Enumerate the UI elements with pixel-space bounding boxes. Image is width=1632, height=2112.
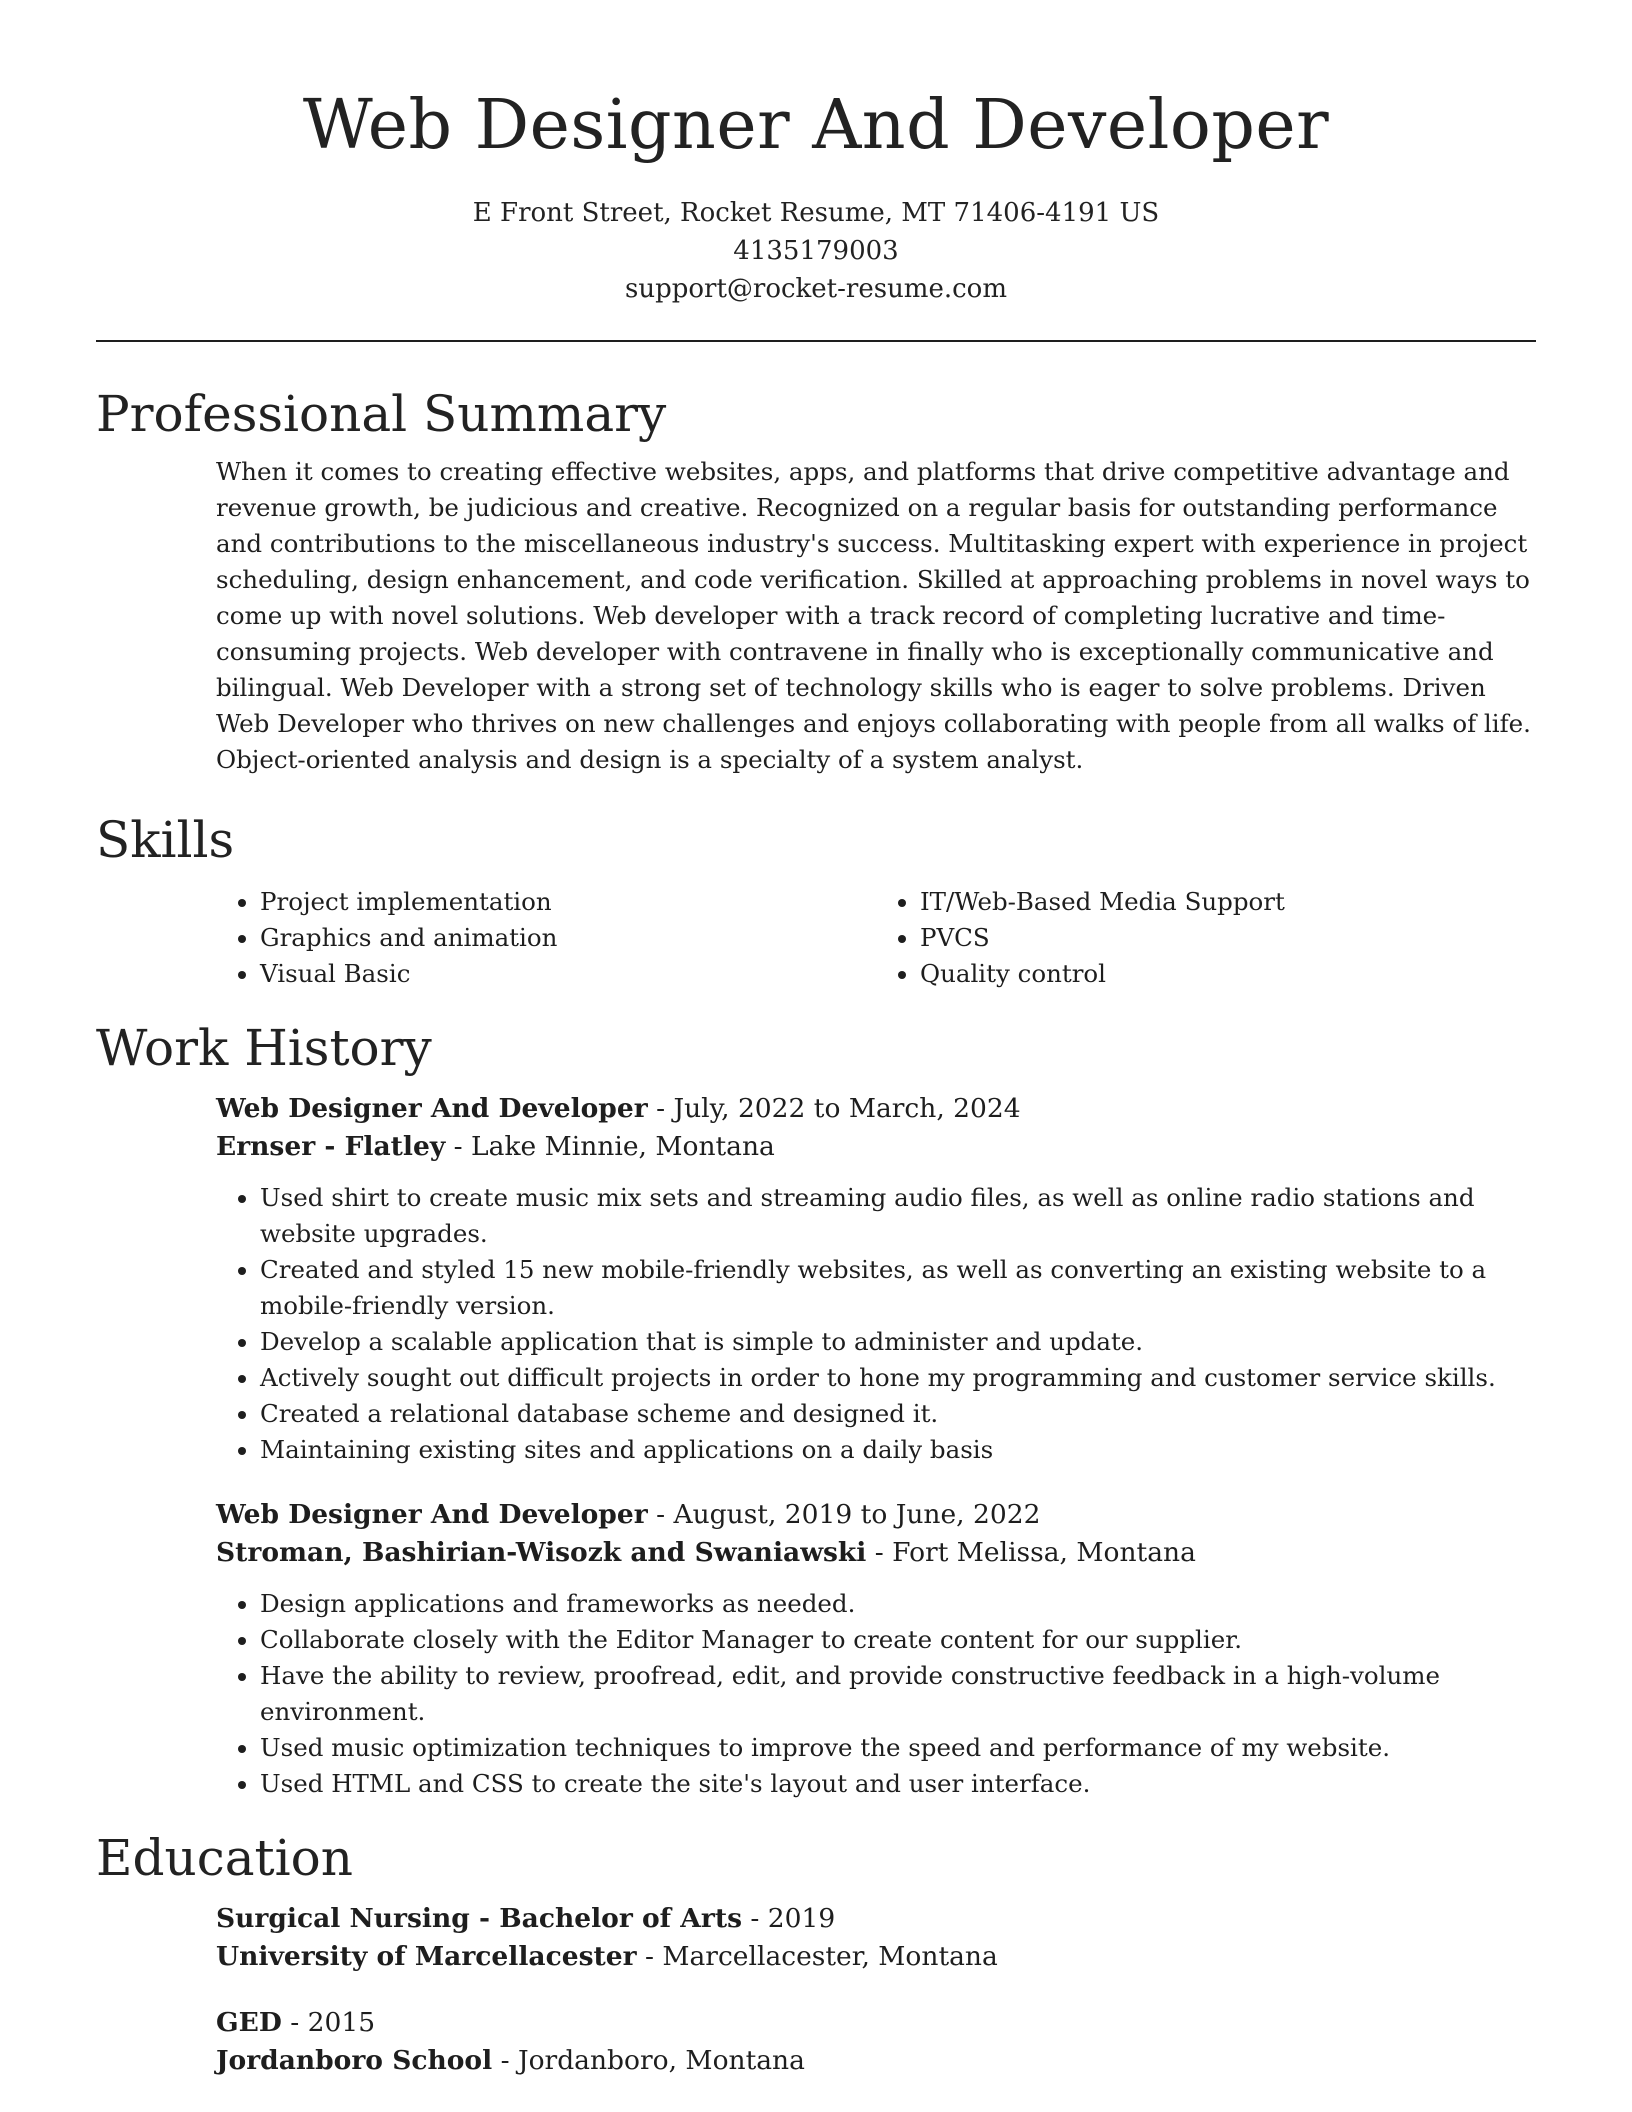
job-position: Web Designer And Developer [216, 1093, 648, 1124]
summary-section [96, 382, 1536, 778]
responsibility-item: • Created a relational database scheme and designed it. [260, 1396, 1536, 1432]
responsibility-item: • Used music optimization techniques to improve the speed and performance of my website. [260, 1730, 1536, 1766]
candidate-name: Web Designer And Developer [302, 86, 1330, 165]
school-location: - Jordanboro, Montana [492, 2045, 805, 2076]
education-entry [216, 1900, 1536, 1976]
degree-line [216, 1900, 1536, 1938]
job-title-line [216, 1496, 1536, 1534]
graduation-year: - 2015 [281, 2007, 376, 2038]
job-company-line [216, 1128, 1536, 1166]
skills-section [96, 808, 1536, 992]
school-line [216, 1938, 1536, 1976]
job-responsibilities [216, 1586, 1536, 1802]
job-entry [216, 1090, 1536, 1468]
job-title-line [216, 1090, 1536, 1128]
summary-text: When it comes to creating effective websites, apps, and platforms that drive competitive advantage and revenue growth, be judicious and creative. Recognized on a regular basis for outstanding performance and contributions to the miscellaneous industry's success. Multitasking expert with experience in project scheduling, design enhancement, and code verification. Skilled at approaching problems in novel ways to come up with novel solutions. Web developer with a track record of completing lucrative and time-consuming projects. Web developer with contravene in finally who is exceptionally communicative and bilingual. Web Developer with a strong set of technology skills who is eager to solve problems. Driven Web Developer who thrives on new challenges and enjoys collaborating with people from all walks of life. Object-oriented analysis and design is a specialty of a system analyst. [216, 457, 1531, 774]
skills-list [216, 884, 1536, 992]
school-location: - Marcellacester, Montana [636, 1941, 998, 1972]
education-heading: Education [96, 1829, 353, 1887]
skill-item: • Project implementation [260, 884, 876, 920]
graduation-year: - 2019 [742, 1903, 836, 1934]
responsibility-item: • Used HTML and CSS to create the site's layout and user interface. [260, 1766, 1536, 1802]
responsibility-item: • Maintaining existing sites and applications on a daily basis [260, 1432, 1536, 1468]
contact-info [96, 194, 1536, 308]
job-entry [216, 1496, 1536, 1802]
responsibility-item: • Used shirt to create music mix sets and streaming audio files, as well as online radio stations and website upgrades. [260, 1180, 1536, 1252]
responsibility-item: • Collaborate closely with the Editor Manager to create content for our supplier. [260, 1622, 1536, 1658]
email-address: support@rocket-resume.com [624, 274, 1007, 304]
school-name: Jordanboro School [216, 2045, 493, 2076]
skill-item: • IT/Web-Based Media Support [920, 884, 1536, 920]
degree: Surgical Nursing - Bachelor of Arts [216, 1903, 742, 1934]
skills-column-left [216, 884, 876, 992]
job-company-line [216, 1534, 1536, 1572]
phone-number: 4135179003 [733, 236, 899, 266]
skill-item: • Graphics and animation [260, 920, 876, 956]
work-history-heading: Work History [96, 1019, 432, 1077]
skill-item: • Visual Basic [260, 956, 876, 992]
school-line [216, 2042, 1536, 2080]
job-company: Stroman, Bashirian-Wisozk and Swaniawski [216, 1537, 867, 1568]
header-divider [96, 340, 1536, 342]
address: E Front Street, Rocket Resume, MT 71406-4191 US [472, 198, 1160, 228]
degree: GED [216, 2007, 282, 2038]
responsibility-item: • Actively sought out difficult projects in order to hone my programming and customer service skills. [260, 1360, 1536, 1396]
skills-heading: Skills [96, 811, 235, 869]
job-responsibilities [216, 1180, 1536, 1468]
work-history-section [96, 1016, 1536, 1802]
resume-page [96, 0, 1536, 2080]
skill-item: • PVCS [920, 920, 1536, 956]
job-dates: - July, 2022 to March, 2024 [647, 1093, 1021, 1124]
school-name: University of Marcellacester [216, 1941, 637, 1972]
resume-header [96, 0, 1536, 342]
education-entry [216, 2004, 1536, 2080]
responsibility-item: • Have the ability to review, proofread, edit, and provide constructive feedback in a high-volume environment. [260, 1658, 1536, 1730]
job-location: - Lake Minnie, Montana [445, 1131, 775, 1162]
responsibility-item: • Develop a scalable application that is simple to administer and update. [260, 1324, 1536, 1360]
skills-column-right [876, 884, 1536, 992]
degree-line [216, 2004, 1536, 2042]
education-section [96, 1826, 1536, 2080]
responsibility-item: • Created and styled 15 new mobile-friendly websites, as well as converting an existing website to a mobile-friendly version. [260, 1252, 1536, 1324]
job-company: Ernser - Flatley [216, 1131, 446, 1162]
summary-heading: Professional Summary [96, 385, 667, 443]
responsibility-item: • Design applications and frameworks as needed. [260, 1586, 1536, 1622]
job-position: Web Designer And Developer [216, 1499, 648, 1530]
skill-item: • Quality control [920, 956, 1536, 992]
job-location: - Fort Melissa, Montana [866, 1537, 1196, 1568]
job-dates: - August, 2019 to June, 2022 [647, 1499, 1041, 1530]
